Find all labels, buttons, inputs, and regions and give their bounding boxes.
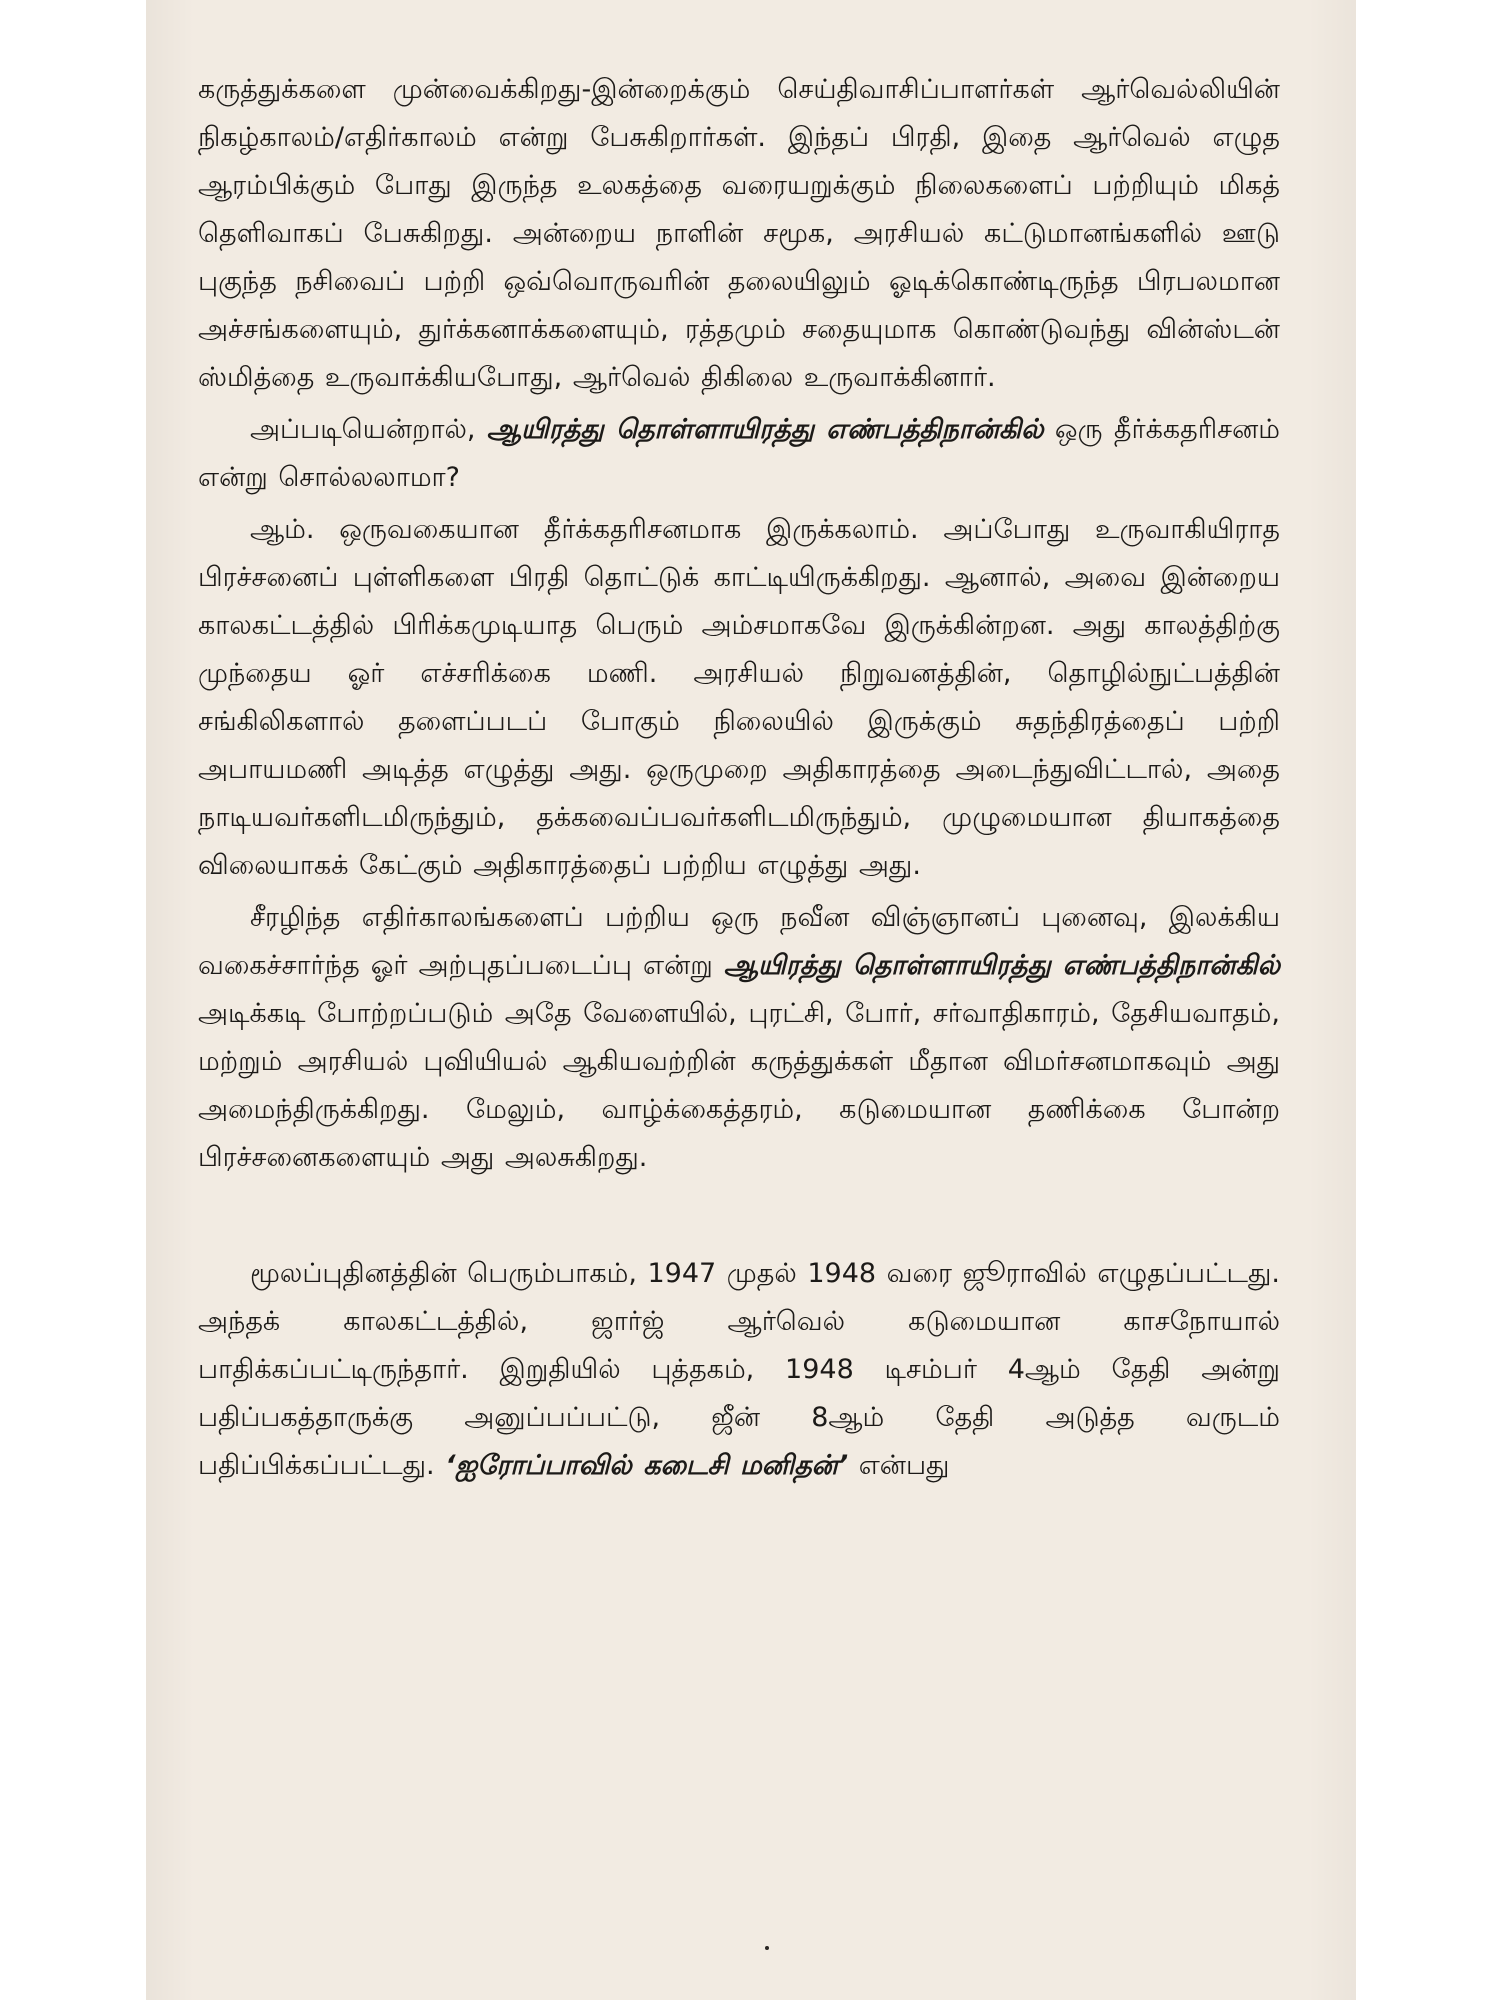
paragraph-2 xyxy=(198,406,1280,502)
paragraph-4-text-end: அடிக்கடி போற்றப்படும் அதே வேளையில், புரட்சி, போர், சர்வாதிகாரம், தேசியவாதம், மற்றும் அரசியல் புவியியல் ஆகியவற்றின் கருத்துக்கள் மீதான விமர்சனமாகவும் அது அமைந்திருக்கிறது. மேலும், வாழ்க்கைத்தரம், கடுமையான தணிக்கை போன்ற பிரச்சனைகளையும் அது அலசுகிறது. xyxy=(198,998,1280,1173)
paragraph-1 xyxy=(198,66,1280,402)
working-title-quote: ‘ஐரோப்பாவில் கடைசி மனிதன்’ xyxy=(445,1450,849,1481)
paragraph-5 xyxy=(198,1250,1280,1490)
book-title-emphasis: ஆயிரத்து தொள்ளாயிரத்து எண்பத்திநான்கில் xyxy=(723,950,1281,981)
page-mark xyxy=(765,1946,769,1950)
paragraph-2-text-end: ஒரு தீர்க்கதரிசனம் என்று சொல்லலாமா? xyxy=(198,414,1280,493)
paragraph-3 xyxy=(198,506,1280,890)
paragraph-5-text-start: மூலப்புதினத்தின் பெரும்பாகம், 1947 முதல் 1948 வரை ஜூராவில் எழுதப்பட்டது. அந்தக் காலகட்டத்தில், ஜார்ஜ் ஆர்வெல் கடுமையான காசநோயால் பாதிக்கப்பட்டிருந்தார். இறுதியில் புத்தகம், 1948 டிசம்பர் 4ஆம் தேதி அன்று பதிப்பகத்தாருக்கு அனுப்பப்பட்டு, ஜீன் 8ஆம் தேதி அடுத்த வருடம் பதிப்பிக்கப்பட்டது. xyxy=(198,1258,1280,1481)
paragraph-4-text-start: சீரழிந்த எதிர்காலங்களைப் பற்றிய ஒரு நவீன விஞ்ஞானப் புனைவு, இலக்கிய வகைச்சார்ந்த ஓர் அற்புதப்படைப்பு என்று xyxy=(198,902,1280,981)
paragraph-3-text: ஆம். ஒருவகையான தீர்க்கதரிசனமாக இருக்கலாம். அப்போது உருவாகியிராத பிரச்சனைப் புள்ளிகளை பிரதி தொட்டுக் காட்டியிருக்கிறது. ஆனால், அவை இன்றைய காலகட்டத்தில் பிரிக்கமுடியாத பெரும் அம்சமாகவே இருக்கின்றன. அது காலத்திற்கு முந்தைய ஓர் எச்சரிக்கை மணி. அரசியல் நிறுவனத்தின், தொழில்நுட்பத்தின் சங்கிலிகளால் தளைப்படப் போகும் நிலையில் இருக்கும் சுதந்திரத்தைப் பற்றி அபாயமணி அடித்த எழுத்து அது. ஒருமுறை அதிகாரத்தை அடைந்துவிட்டால், அதை நாடியவர்களிடமிருந்தும், தக்கவைப்பவர்களிடமிருந்தும், முழுமையான தியாகத்தை விலையாகக் கேட்கும் அதிகாரத்தைப் பற்றிய எழுத்து அது. xyxy=(198,514,1280,881)
paragraph-4 xyxy=(198,894,1280,1182)
paragraph-2-text-start: அப்படியென்றால், xyxy=(250,414,487,445)
page-text xyxy=(198,66,1280,1494)
paragraph-1-text: கருத்துக்களை முன்வைக்கிறது-இன்றைக்கும் செய்திவாசிப்பாளர்கள் ஆர்வெல்லியின் நிகழ்காலம்/எதிர்காலம் என்று பேசுகிறார்கள். இந்தப் பிரதி, இதை ஆர்வெல் எழுத ஆரம்பிக்கும் போது இருந்த உலகத்தை வரையறுக்கும் நிலைகளைப் பற்றியும் மிகத் தெளிவாகப் பேசுகிறது. அன்றைய நாளின் சமூக, அரசியல் கட்டுமானங்களில் ஊடு புகுந்த நசிவைப் பற்றி ஒவ்வொருவரின் தலையிலும் ஓடிக்கொண்டிருந்த பிரபலமான அச்சங்களையும், துர்க்கனாக்களையும், ரத்தமும் சதையுமாக கொண்டுவந்து வின்ஸ்டன் ஸ்மித்தை உருவாக்கியபோது, ஆர்வெல் திகிலை உருவாக்கினார். xyxy=(198,74,1280,393)
book-title-emphasis: ஆயிரத்து தொள்ளாயிரத்து எண்பத்திநான்கில் xyxy=(486,414,1044,445)
paragraph-5-text-end: என்பது xyxy=(848,1450,950,1481)
